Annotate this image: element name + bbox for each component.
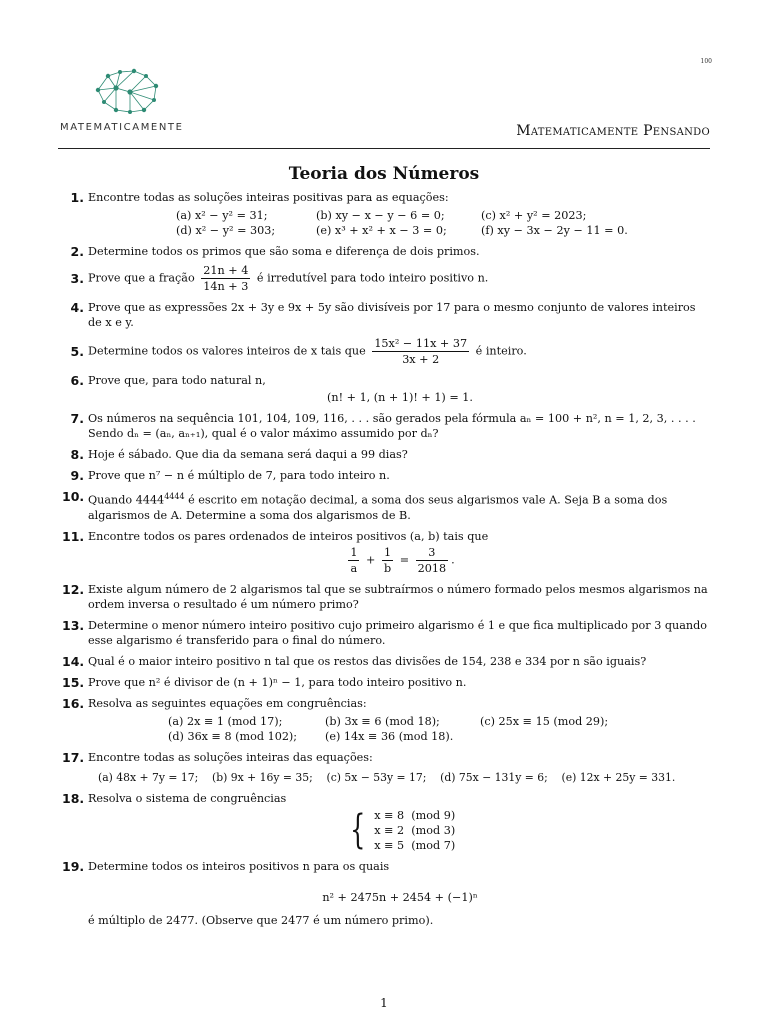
text-post: é escrito em notação decimal, a soma dos seus algarismos vale A. Seja B a soma dos algarismos de A. Determine a soma dos algarismos de B. [88, 493, 668, 522]
problem-number: 2. [70, 244, 84, 259]
problem-text [88, 336, 712, 367]
problem-text: Prove que n² é divisor de (n + 1)ⁿ − 1, para todo inteiro positivo n. [88, 675, 467, 689]
problem-4 [62, 300, 712, 330]
problem-1 [62, 190, 712, 238]
equation-item: (f) xy − 3x − 2y − 11 = 0. [481, 224, 628, 237]
text-post: é irredutível para todo inteiro positivo n. [256, 271, 489, 285]
problem-7 [62, 411, 712, 441]
problem-number: 18. [62, 790, 85, 806]
text-pre: Determine todos os valores inteiros de x tais que [88, 344, 366, 358]
equation-item: (a) x² − y² = 31; [176, 209, 268, 222]
denominator: 14n + 3 [203, 280, 249, 293]
problem-13 [62, 618, 712, 648]
problem-text: Encontre todas as soluções inteiras das equações: [88, 750, 373, 764]
fraction [348, 545, 359, 576]
problem-number: 11. [62, 528, 85, 544]
congruence-item: (d) 36x ≡ 8 (mod 102); [168, 729, 298, 743]
equation-item: (d) x² − y² = 303; [176, 224, 276, 237]
text-pre: Quando 4444 [88, 493, 165, 507]
numerator: 1 [350, 545, 358, 559]
problem-text: Resolva o sistema de congruências [88, 791, 287, 805]
display-equation: n² + 2475n + 2454 + (−1)ⁿ [322, 890, 478, 904]
congruence-item: (a) 2x ≡ 1 (mod 17); [168, 714, 283, 728]
exponent: 4444 [164, 492, 185, 501]
system-lines [374, 808, 455, 853]
problem-text: Encontre todos os pares ordenados de inteiros positivos (a, b) tais que [88, 529, 489, 543]
problem-5 [62, 336, 712, 367]
problem-text: Qual é o maior inteiro positivo n tal que os restos das divisões de 154, 238 e 334 por n são iguais? [88, 654, 647, 668]
numerator: 15x² − 11x + 37 [374, 337, 468, 350]
problem-text: Os números na sequência 101, 104, 109, 116, . . . são gerados pela fórmula aₙ = 100 + n², n = 1, 2, 3, . . . . Sendo dₙ = (aₙ, aₙ₊₁), qual é o valor máximo assumido por dₙ? [88, 412, 696, 440]
problem-text: Determine o menor número inteiro positivo cujo primeiro algarismo é 1 e que fica multiplicado por 3 quando esse algarismo é transferido para o final do número. [88, 618, 708, 647]
system-line: x ≡ 5 (mod 7) [374, 838, 456, 852]
brain-network-icon [90, 66, 164, 118]
problem-number: 13. [62, 617, 85, 633]
problem-number: 4. [70, 300, 84, 315]
congruence-item: (b) 3x ≡ 6 (mod 18); [325, 714, 440, 728]
problem-number: 17. [62, 749, 85, 765]
header-page-ref: 100 [700, 58, 712, 65]
problem-15 [62, 675, 712, 690]
problem-17 [62, 750, 712, 785]
congruence-item: (c) 25x ≡ 15 (mod 29); [480, 714, 609, 728]
running-title: Matematicamente Pensando [516, 123, 710, 139]
problem-6 [62, 373, 712, 405]
problem-text-after: é múltiplo de 2477. (Observe que 2477 é um número primo). [88, 913, 434, 927]
problem-14 [62, 654, 712, 669]
problem-number: 10. [62, 489, 85, 504]
problem-18 [62, 791, 712, 853]
equation-item: (b) xy − x − y − 6 = 0; [316, 209, 445, 222]
problem-text: Determine todos os primos que são soma e diferença de dois primos. [88, 245, 480, 258]
page-title: Teoria dos Números [288, 164, 480, 184]
text-post: é inteiro. [475, 344, 527, 358]
equation-grid [176, 208, 712, 238]
problem-number: 16. [62, 695, 85, 711]
problem-text: Determine todos os inteiros positivos n para os quais [88, 859, 390, 873]
problem-text [88, 263, 712, 294]
text-pre: Prove que a fração [88, 271, 195, 285]
problem-text: Prove que as expressões 2x + 3y e 9x + 5y são divisíveis por 17 para o mesmo conjunto de valores inteiros de x e y. [88, 301, 696, 329]
equation-item: (e) x³ + x² + x − 3 = 0; [316, 224, 447, 237]
problem-text: Prove que n⁷ − n é múltiplo de 7, para todo inteiro n. [88, 469, 390, 482]
problem-number: 1. [70, 190, 84, 205]
problem-text: Existe algum número de 2 algarismos tal que se subtraírmos o número formado pelos mesmos algarismos na ordem inversa o resultado é um número primo? [88, 582, 708, 611]
operator: + [366, 553, 376, 567]
problem-16 [62, 696, 712, 744]
problem-10 [62, 489, 712, 523]
congruence-item: (e) 14x ≡ 36 (mod 18). [325, 729, 454, 743]
equation-line: (a) 48x + 7y = 17; (b) 9x + 16y = 35; (c) 5x − 53y = 17; (d) 75x − 131y = 6; (e) 12x + 25y = 331. [98, 770, 676, 784]
denominator: b [383, 561, 392, 575]
problem-number: 19. [62, 858, 85, 874]
problem-number: 6. [70, 373, 84, 388]
fraction [372, 336, 469, 367]
congruence-system [88, 808, 712, 853]
problem-number: 15. [62, 674, 85, 690]
system-line: x ≡ 8 (mod 9) [374, 808, 456, 822]
fraction [382, 545, 393, 576]
problem-12 [62, 582, 712, 612]
fraction [416, 545, 448, 576]
congruence-grid [168, 714, 712, 744]
problem-number: 12. [62, 581, 85, 597]
problem-number: 9. [70, 468, 84, 483]
left-brace: { [349, 807, 366, 854]
problem-text: Prove que, para todo natural n, [88, 374, 266, 387]
equation-item: (c) x² + y² = 2023; [481, 209, 587, 222]
fraction [201, 263, 250, 294]
page-number: 1 [380, 996, 388, 1010]
problem-8 [62, 447, 712, 462]
problem-text: Encontre todas as soluções inteiras positivas para as equações: [88, 191, 449, 204]
numerator: 1 [382, 545, 393, 561]
problem-9 [62, 468, 712, 483]
problem-number: 8. [70, 447, 84, 462]
problem-text: Resolva as seguintes equações em congruências: [88, 696, 367, 710]
problem-number: 3. [70, 271, 84, 286]
problem-2 [62, 244, 712, 259]
numerator: 21n + 4 [203, 264, 249, 277]
problem-19 [62, 859, 712, 928]
display-equation [88, 545, 712, 576]
logo-text: MATEMATICAMENTE [60, 122, 184, 133]
problem-3 [62, 263, 712, 294]
problem-11 [62, 529, 712, 576]
header-divider [58, 148, 710, 149]
problem-number: 5. [70, 344, 84, 359]
problem-number: 7. [70, 411, 84, 426]
operator: = [399, 553, 410, 567]
numerator: 3 [416, 545, 448, 561]
problem-list [62, 190, 712, 934]
period: . [451, 553, 455, 567]
system-line: x ≡ 2 (mod 3) [374, 823, 456, 837]
problem-text: Hoje é sábado. Que dia da semana será daqui a 99 dias? [88, 448, 408, 461]
problem-number: 14. [62, 653, 85, 669]
problem-text [88, 489, 712, 523]
denominator: 2018 [417, 561, 447, 575]
display-equation: (n! + 1, (n + 1)! + 1) = 1. [327, 391, 473, 404]
denominator: a [350, 561, 358, 575]
logo [60, 66, 186, 133]
denominator: 3x + 2 [402, 353, 440, 366]
